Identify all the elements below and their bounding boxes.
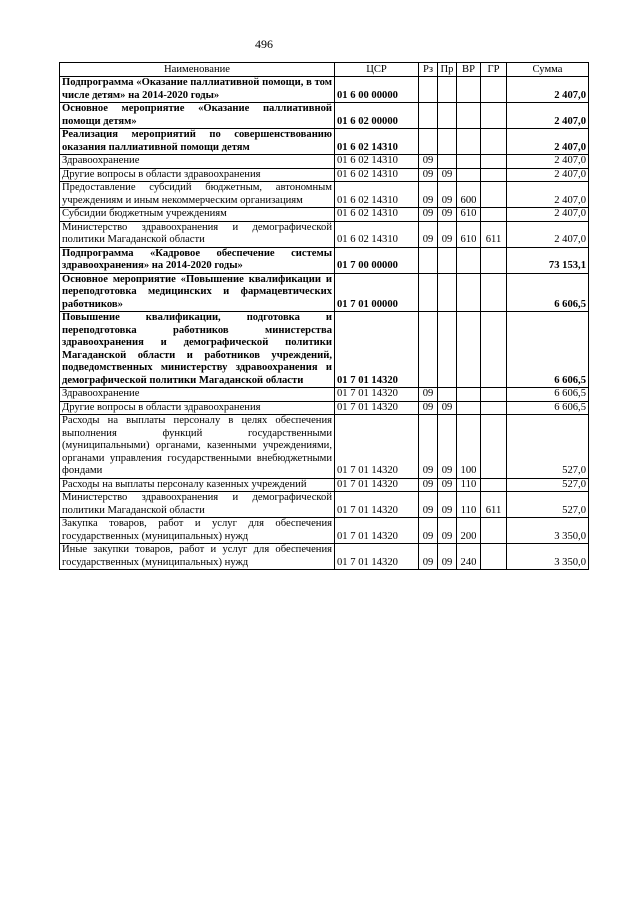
cell-rz: 09	[419, 415, 438, 479]
cell-sum: 2 407,0	[507, 221, 589, 247]
cell-vr	[457, 312, 481, 388]
header-pr: Пр	[438, 63, 457, 77]
cell-vr: 110	[457, 492, 481, 518]
table-row	[60, 492, 589, 518]
cell-gr	[481, 247, 507, 273]
cell-vr	[457, 77, 481, 103]
cell-gr	[481, 273, 507, 312]
cell-rz: 09	[419, 388, 438, 402]
header-sum: Сумма	[507, 63, 589, 77]
cell-name: Предоставление субсидий бюджетным, автономным учреждениям и иным некоммерческим организациям	[60, 182, 335, 208]
cell-sum: 6 606,5	[507, 273, 589, 312]
cell-name: Подпрограмма «Кадровое обеспечение системы здравоохранения» на 2014-2020 годы»	[60, 247, 335, 273]
cell-name: Основное мероприятие «Оказание паллиативной помощи детям»	[60, 103, 335, 129]
cell-gr	[481, 478, 507, 492]
cell-name: Здравоохранение	[60, 155, 335, 169]
table-body	[60, 77, 589, 570]
cell-sum: 73 153,1	[507, 247, 589, 273]
cell-gr	[481, 518, 507, 544]
table-row	[60, 129, 589, 155]
cell-gr	[481, 401, 507, 415]
cell-sum: 6 606,5	[507, 312, 589, 388]
cell-pr: 09	[438, 518, 457, 544]
cell-vr	[457, 388, 481, 402]
cell-sum: 3 350,0	[507, 518, 589, 544]
cell-pr: 09	[438, 544, 457, 570]
cell-sum: 3 350,0	[507, 544, 589, 570]
cell-name: Расходы на выплаты персоналу в целях обеспечения выполнения функций государственными (муниципальными) органами, казенными учреждениями, органами управления государственными внебюджетными фондами	[60, 415, 335, 479]
cell-csr: 01 7 01 14320	[335, 478, 419, 492]
cell-pr: 09	[438, 168, 457, 182]
budget-table	[59, 62, 589, 570]
cell-sum: 6 606,5	[507, 401, 589, 415]
cell-sum: 2 407,0	[507, 182, 589, 208]
cell-csr: 01 6 02 14310	[335, 208, 419, 222]
cell-name: Субсидии бюджетным учреждениям	[60, 208, 335, 222]
cell-gr	[481, 544, 507, 570]
cell-sum: 2 407,0	[507, 129, 589, 155]
cell-rz: 09	[419, 401, 438, 415]
cell-vr: 110	[457, 478, 481, 492]
cell-vr	[457, 129, 481, 155]
cell-csr: 01 6 02 14310	[335, 168, 419, 182]
cell-name: Закупка товаров, работ и услуг для обеспечения государственных (муниципальных) нужд	[60, 518, 335, 544]
cell-vr: 100	[457, 415, 481, 479]
cell-name: Повышение квалификации, подготовка и переподготовка работников министерства здравоохранения и демографической политики Магаданской области и работников учреждений, подведомственных министерству здравоохранения и демографической политики Магаданской области	[60, 312, 335, 388]
table-row	[60, 155, 589, 169]
cell-rz: 09	[419, 544, 438, 570]
cell-rz	[419, 273, 438, 312]
cell-gr: 611	[481, 492, 507, 518]
cell-sum: 2 407,0	[507, 103, 589, 129]
cell-csr: 01 7 01 00000	[335, 273, 419, 312]
header-gr: ГР	[481, 63, 507, 77]
cell-gr	[481, 312, 507, 388]
cell-pr: 09	[438, 221, 457, 247]
cell-sum: 2 407,0	[507, 155, 589, 169]
table-header-row	[60, 63, 589, 77]
cell-name: Подпрограмма «Оказание паллиативной помощи, в том числе детям» на 2014-2020 годы»	[60, 77, 335, 103]
cell-sum: 2 407,0	[507, 168, 589, 182]
cell-csr: 01 7 01 14320	[335, 415, 419, 479]
cell-sum: 2 407,0	[507, 208, 589, 222]
cell-pr: 09	[438, 492, 457, 518]
cell-gr	[481, 208, 507, 222]
table-row	[60, 518, 589, 544]
cell-csr: 01 7 01 14320	[335, 401, 419, 415]
table-row	[60, 182, 589, 208]
table-row	[60, 478, 589, 492]
cell-gr	[481, 77, 507, 103]
cell-rz: 09	[419, 208, 438, 222]
cell-pr: 09	[438, 478, 457, 492]
cell-pr	[438, 388, 457, 402]
table-row	[60, 247, 589, 273]
cell-pr	[438, 103, 457, 129]
cell-vr	[457, 247, 481, 273]
cell-gr	[481, 129, 507, 155]
header-rz: Рз	[419, 63, 438, 77]
cell-csr: 01 6 02 14310	[335, 182, 419, 208]
cell-rz	[419, 312, 438, 388]
table-row	[60, 103, 589, 129]
cell-csr: 01 7 01 14320	[335, 544, 419, 570]
cell-pr	[438, 77, 457, 103]
cell-csr: 01 6 02 00000	[335, 103, 419, 129]
cell-vr: 610	[457, 221, 481, 247]
cell-vr	[457, 401, 481, 415]
cell-vr: 600	[457, 182, 481, 208]
cell-rz: 09	[419, 221, 438, 247]
cell-pr: 09	[438, 401, 457, 415]
cell-sum: 527,0	[507, 415, 589, 479]
cell-rz	[419, 103, 438, 129]
cell-csr: 01 7 00 00000	[335, 247, 419, 273]
table-row	[60, 415, 589, 479]
cell-pr: 09	[438, 208, 457, 222]
cell-pr	[438, 273, 457, 312]
cell-csr: 01 7 01 14320	[335, 518, 419, 544]
cell-name: Министерство здравоохранения и демографической политики Магаданской области	[60, 492, 335, 518]
cell-csr: 01 6 02 14310	[335, 155, 419, 169]
cell-gr	[481, 168, 507, 182]
cell-pr: 09	[438, 182, 457, 208]
cell-name: Реализация мероприятий по совершенствованию оказания паллиативной помощи детям	[60, 129, 335, 155]
cell-sum: 6 606,5	[507, 388, 589, 402]
cell-csr: 01 7 01 14320	[335, 312, 419, 388]
table-row	[60, 312, 589, 388]
cell-rz: 09	[419, 155, 438, 169]
cell-gr	[481, 415, 507, 479]
cell-name: Здравоохранение	[60, 388, 335, 402]
cell-vr	[457, 168, 481, 182]
cell-gr: 611	[481, 221, 507, 247]
cell-csr: 01 6 02 14310	[335, 221, 419, 247]
cell-gr	[481, 182, 507, 208]
cell-name: Другие вопросы в области здравоохранения	[60, 168, 335, 182]
cell-name: Другие вопросы в области здравоохранения	[60, 401, 335, 415]
cell-vr: 200	[457, 518, 481, 544]
cell-pr	[438, 247, 457, 273]
table-row	[60, 273, 589, 312]
cell-csr: 01 6 00 00000	[335, 77, 419, 103]
table-row	[60, 208, 589, 222]
header-csr: ЦСР	[335, 63, 419, 77]
cell-rz: 09	[419, 182, 438, 208]
cell-csr: 01 6 02 14310	[335, 129, 419, 155]
cell-rz: 09	[419, 168, 438, 182]
cell-sum: 527,0	[507, 478, 589, 492]
header-vr: ВР	[457, 63, 481, 77]
cell-csr: 01 7 01 14320	[335, 388, 419, 402]
cell-rz	[419, 247, 438, 273]
cell-pr	[438, 155, 457, 169]
table-row	[60, 544, 589, 570]
table-row	[60, 77, 589, 103]
cell-vr	[457, 273, 481, 312]
cell-pr	[438, 129, 457, 155]
cell-rz: 09	[419, 478, 438, 492]
cell-name: Расходы на выплаты персоналу казенных учреждений	[60, 478, 335, 492]
cell-pr: 09	[438, 415, 457, 479]
cell-csr: 01 7 01 14320	[335, 492, 419, 518]
cell-vr: 240	[457, 544, 481, 570]
cell-vr	[457, 103, 481, 129]
cell-pr	[438, 312, 457, 388]
cell-sum: 2 407,0	[507, 77, 589, 103]
table-row	[60, 221, 589, 247]
cell-vr: 610	[457, 208, 481, 222]
cell-rz: 09	[419, 492, 438, 518]
cell-rz	[419, 77, 438, 103]
table-row	[60, 388, 589, 402]
cell-rz: 09	[419, 518, 438, 544]
table-row	[60, 168, 589, 182]
cell-name: Основное мероприятие «Повышение квалификации и переподготовка медицинских и фармацевтических работников»	[60, 273, 335, 312]
header-name: Наименование	[60, 63, 335, 77]
cell-rz	[419, 129, 438, 155]
cell-gr	[481, 155, 507, 169]
table-row	[60, 401, 589, 415]
cell-vr	[457, 155, 481, 169]
cell-name: Министерство здравоохранения и демографической политики Магаданской области	[60, 221, 335, 247]
cell-name: Иные закупки товаров, работ и услуг для обеспечения государственных (муниципальных) нужд	[60, 544, 335, 570]
cell-sum: 527,0	[507, 492, 589, 518]
page-number: 496	[255, 37, 273, 51]
cell-gr	[481, 103, 507, 129]
cell-gr	[481, 388, 507, 402]
